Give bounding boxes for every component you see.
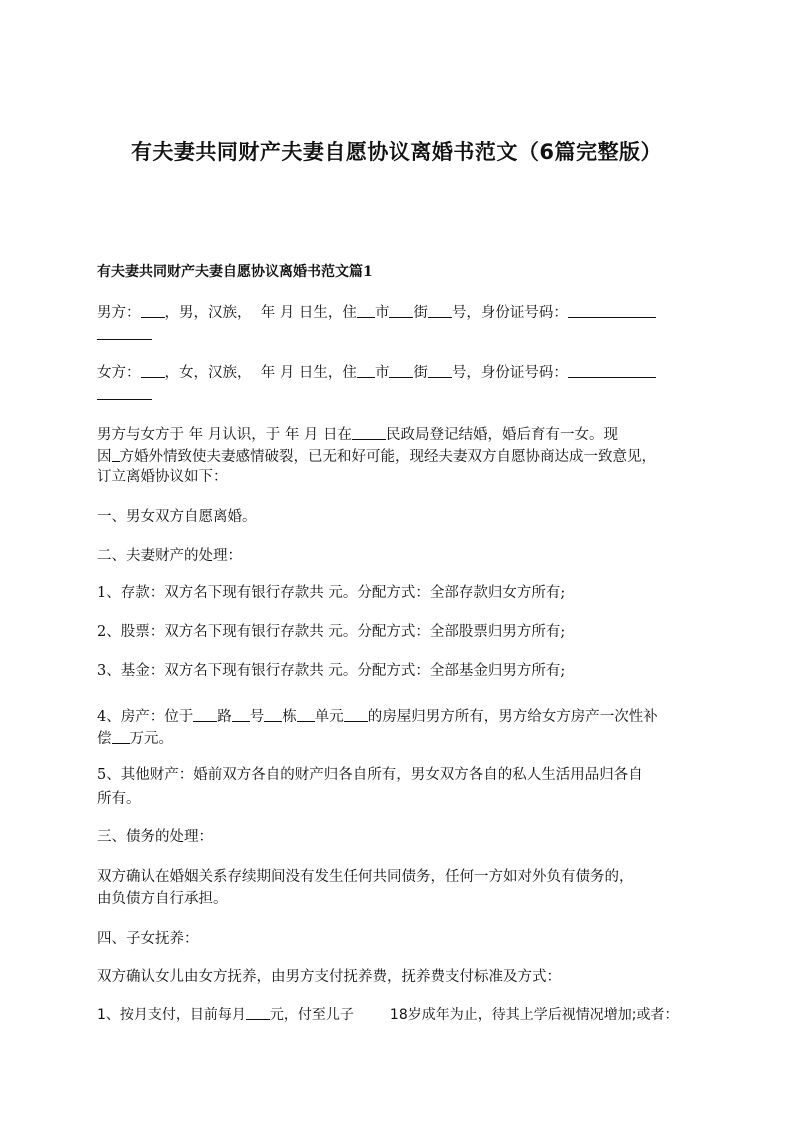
property-house-line-1 [97, 706, 658, 728]
intro-text: 方婚外情致使夫妻感情破裂，已无和好可能，现经夫妻双方自愿协商达成一致意见， [119, 449, 656, 465]
female-label: 女方： [97, 365, 141, 381]
party-blank [112, 447, 120, 462]
street-text: 街 [413, 365, 428, 381]
street-blank [389, 363, 413, 378]
female-party-line [97, 362, 656, 384]
road-blank [193, 707, 217, 722]
num-blank [232, 707, 250, 722]
male-party-line [97, 302, 656, 324]
clause-2-heading: 二、夫妻财产的处理： [97, 548, 242, 564]
male-gender: ，男，汉族， [164, 305, 252, 321]
female-birth: 年 月 日生，住 [260, 365, 357, 381]
payment-text: 1、按月支付，目前每月 [97, 1007, 246, 1023]
intro-text: 男方与女方于 年 月认识，于 年 月 日在 [97, 427, 353, 443]
id-label: 号，身份证号码： [451, 365, 568, 381]
intro-line-2 [97, 446, 656, 468]
male-birth: 年 月 日生，住 [260, 305, 357, 321]
house-text: 的房屋归男方所有，男方给女方房产一次性补 [367, 709, 658, 725]
payment-text: 18岁成年为止，待其上学后视情况增加;或者： [389, 1007, 679, 1023]
intro-line-1 [97, 424, 618, 446]
property-stock: 2、股票：双方名下现有银行存款共 元。分配方式：全部股票归男方所有; [97, 624, 566, 640]
property-house-line-2 [97, 728, 173, 750]
id-blank-continued [97, 385, 152, 400]
house-text: 偿 [97, 731, 112, 747]
street-blank [389, 303, 413, 318]
property-deposit: 1、存款：双方名下现有银行存款共 元。分配方式：全部存款归女方所有; [97, 585, 566, 601]
id-blank-continued [97, 325, 152, 340]
clause-1: 一、男女双方自愿离婚。 [97, 509, 257, 525]
name-blank [141, 363, 165, 378]
compensation-blank [112, 729, 130, 744]
house-text: 号 [249, 709, 265, 725]
building-blank [264, 707, 282, 722]
amount-blank [246, 1005, 270, 1020]
property-other-line-2: 所有。 [97, 791, 141, 807]
house-text: 万元。 [129, 731, 173, 747]
clause-4-heading: 四、子女抚养： [97, 931, 199, 947]
house-text: 栋 [282, 709, 297, 725]
payment-text: 元，付至儿子 [269, 1007, 354, 1023]
property-fund: 3、基金：双方名下现有银行存款共 元。分配方式：全部基金归男方所有; [97, 663, 566, 679]
name-blank [141, 303, 165, 318]
custody-text: 双方确认女儿由女方抚养，由男方支付抚养费，抚养费支付标准及方式： [97, 969, 561, 985]
address-blank [357, 363, 375, 378]
city-text: 市 [374, 365, 390, 381]
intro-line-3: 订立离婚协议如下： [97, 469, 228, 485]
intro-text: 因 [97, 449, 112, 465]
id-label: 号，身份证号码： [451, 305, 568, 321]
female-gender: ，女，汉族， [164, 365, 252, 381]
street-text: 街 [413, 305, 428, 321]
clause-3-heading: 三、债务的处理： [97, 829, 213, 845]
room-blank [344, 707, 368, 722]
id-blank [568, 363, 656, 378]
payment-line [97, 1004, 678, 1026]
debt-line-1: 双方确认在婚姻关系存续期间没有发生任何共同债务，任何一方如对外负有债务的， [97, 869, 634, 885]
house-text: 4、房产：位于 [97, 709, 194, 725]
id-blank [568, 303, 656, 318]
property-other-line-1: 5、其他财产：婚前双方各自的财产归各自所有，男女双方各自的私人生活用品归各自 [97, 767, 643, 783]
debt-line-2: 由负债方自行承担。 [97, 891, 228, 907]
bureau-blank [352, 425, 386, 440]
address-blank [357, 303, 375, 318]
male-label: 男方： [97, 305, 141, 321]
number-blank [428, 303, 452, 318]
number-blank [428, 363, 452, 378]
house-text: 单元 [314, 709, 344, 725]
intro-text: 民政局登记结婚，婚后育有一女。现 [386, 427, 619, 443]
unit-blank [297, 707, 315, 722]
house-text: 路 [217, 709, 232, 725]
section-heading: 有夫妻共同财产夫妻自愿协议离婚书范文篇1 [97, 264, 373, 280]
female-id-continuation [97, 384, 152, 406]
document-title: 有夫妻共同财产夫妻自愿协议离婚书范文（6篇完整版） [130, 140, 663, 164]
male-id-continuation [97, 324, 152, 346]
city-text: 市 [374, 305, 390, 321]
